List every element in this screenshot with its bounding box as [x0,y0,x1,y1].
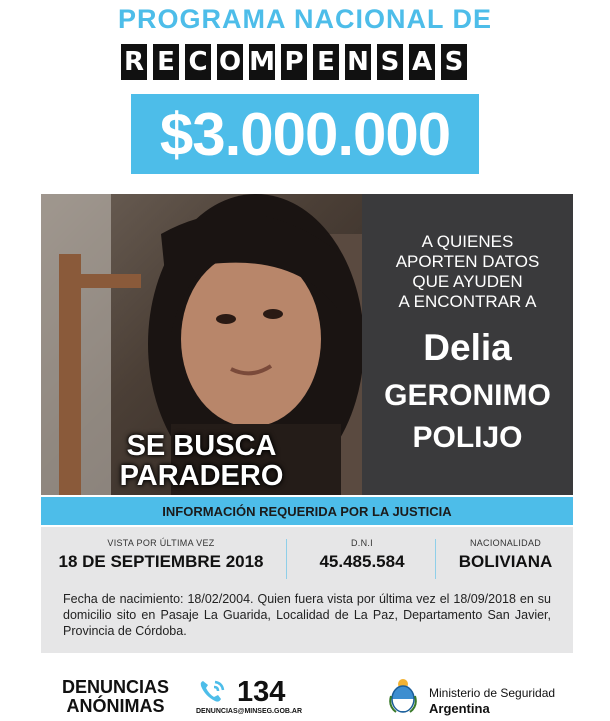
letter-box: C [185,44,211,80]
appeal-intro-line: A QUIENES [421,232,514,251]
nationality-label: NACIONALIDAD [469,538,542,548]
hotline-number: 134 [237,676,286,708]
case-description: Fecha de nacimiento: 18/02/2004. Quien fuera vista por última vez el 18/09/2018 en su domicilio sito en Pasaje La Guarida, Localidad de La Paz, Departamento San Javier, Provincia de Córdoba. [63,592,551,638]
letter-box: M [249,44,275,80]
last-seen-block [41,538,281,572]
dni-block [289,538,435,572]
ministry-name [429,686,555,716]
coat-of-arms-icon [388,676,418,714]
letter-box: E [153,44,179,80]
anonymous-report-label [62,678,169,716]
letter-box: O [217,44,243,80]
nationality-value: BOLIVIANA [458,552,553,571]
dni-label: D.N.I [350,538,373,548]
reward-amount: $3.000.000 [131,94,479,174]
letter-box: E [313,44,339,80]
appeal-intro-line: A ENCONTRAR A [398,292,537,311]
program-letters [121,44,467,80]
person-surname-2: POLIJO [412,421,523,454]
last-seen-label: VISTA POR ÚLTIMA VEZ [107,538,215,548]
appeal-intro-line: QUE AYUDEN [412,272,523,291]
divider [435,539,436,579]
justice-banner: INFORMACIÓN REQUERIDA POR LA JUSTICIA [41,497,573,525]
wanted-caption-line2: PARADERO [119,460,284,492]
letter-box: S [441,44,467,80]
appeal-panel [362,194,573,495]
report-email: DENUNCIAS@MINSEG.GOB.AR [196,708,302,715]
dni-value: 45.485.584 [319,552,405,571]
person-surname-1: GERONIMO [384,379,551,412]
wanted-caption-line1: SE BUSCA [126,430,277,462]
letter-box: R [121,44,147,80]
report-line1: DENUNCIAS [62,677,170,697]
phone-icon [198,678,228,704]
divider [286,539,287,579]
missing-person-photo [41,194,362,495]
ministry-line1: Ministerio de Seguridad [429,686,556,700]
ministry-line2: Argentina [429,701,490,716]
appeal-intro-line: APORTEN DATOS [395,252,540,271]
program-title: PROGRAMA NACIONAL DE [117,4,492,34]
person-first-name: Delia [423,327,512,368]
letter-box: N [345,44,371,80]
letter-box: A [409,44,435,80]
letter-box: S [377,44,403,80]
nationality-block [438,538,573,572]
letter-box: P [281,44,307,80]
last-seen-value: 18 DE SEPTIEMBRE 2018 [58,552,264,571]
report-line2: ANÓNIMAS [66,696,165,716]
details-panel [41,527,573,653]
